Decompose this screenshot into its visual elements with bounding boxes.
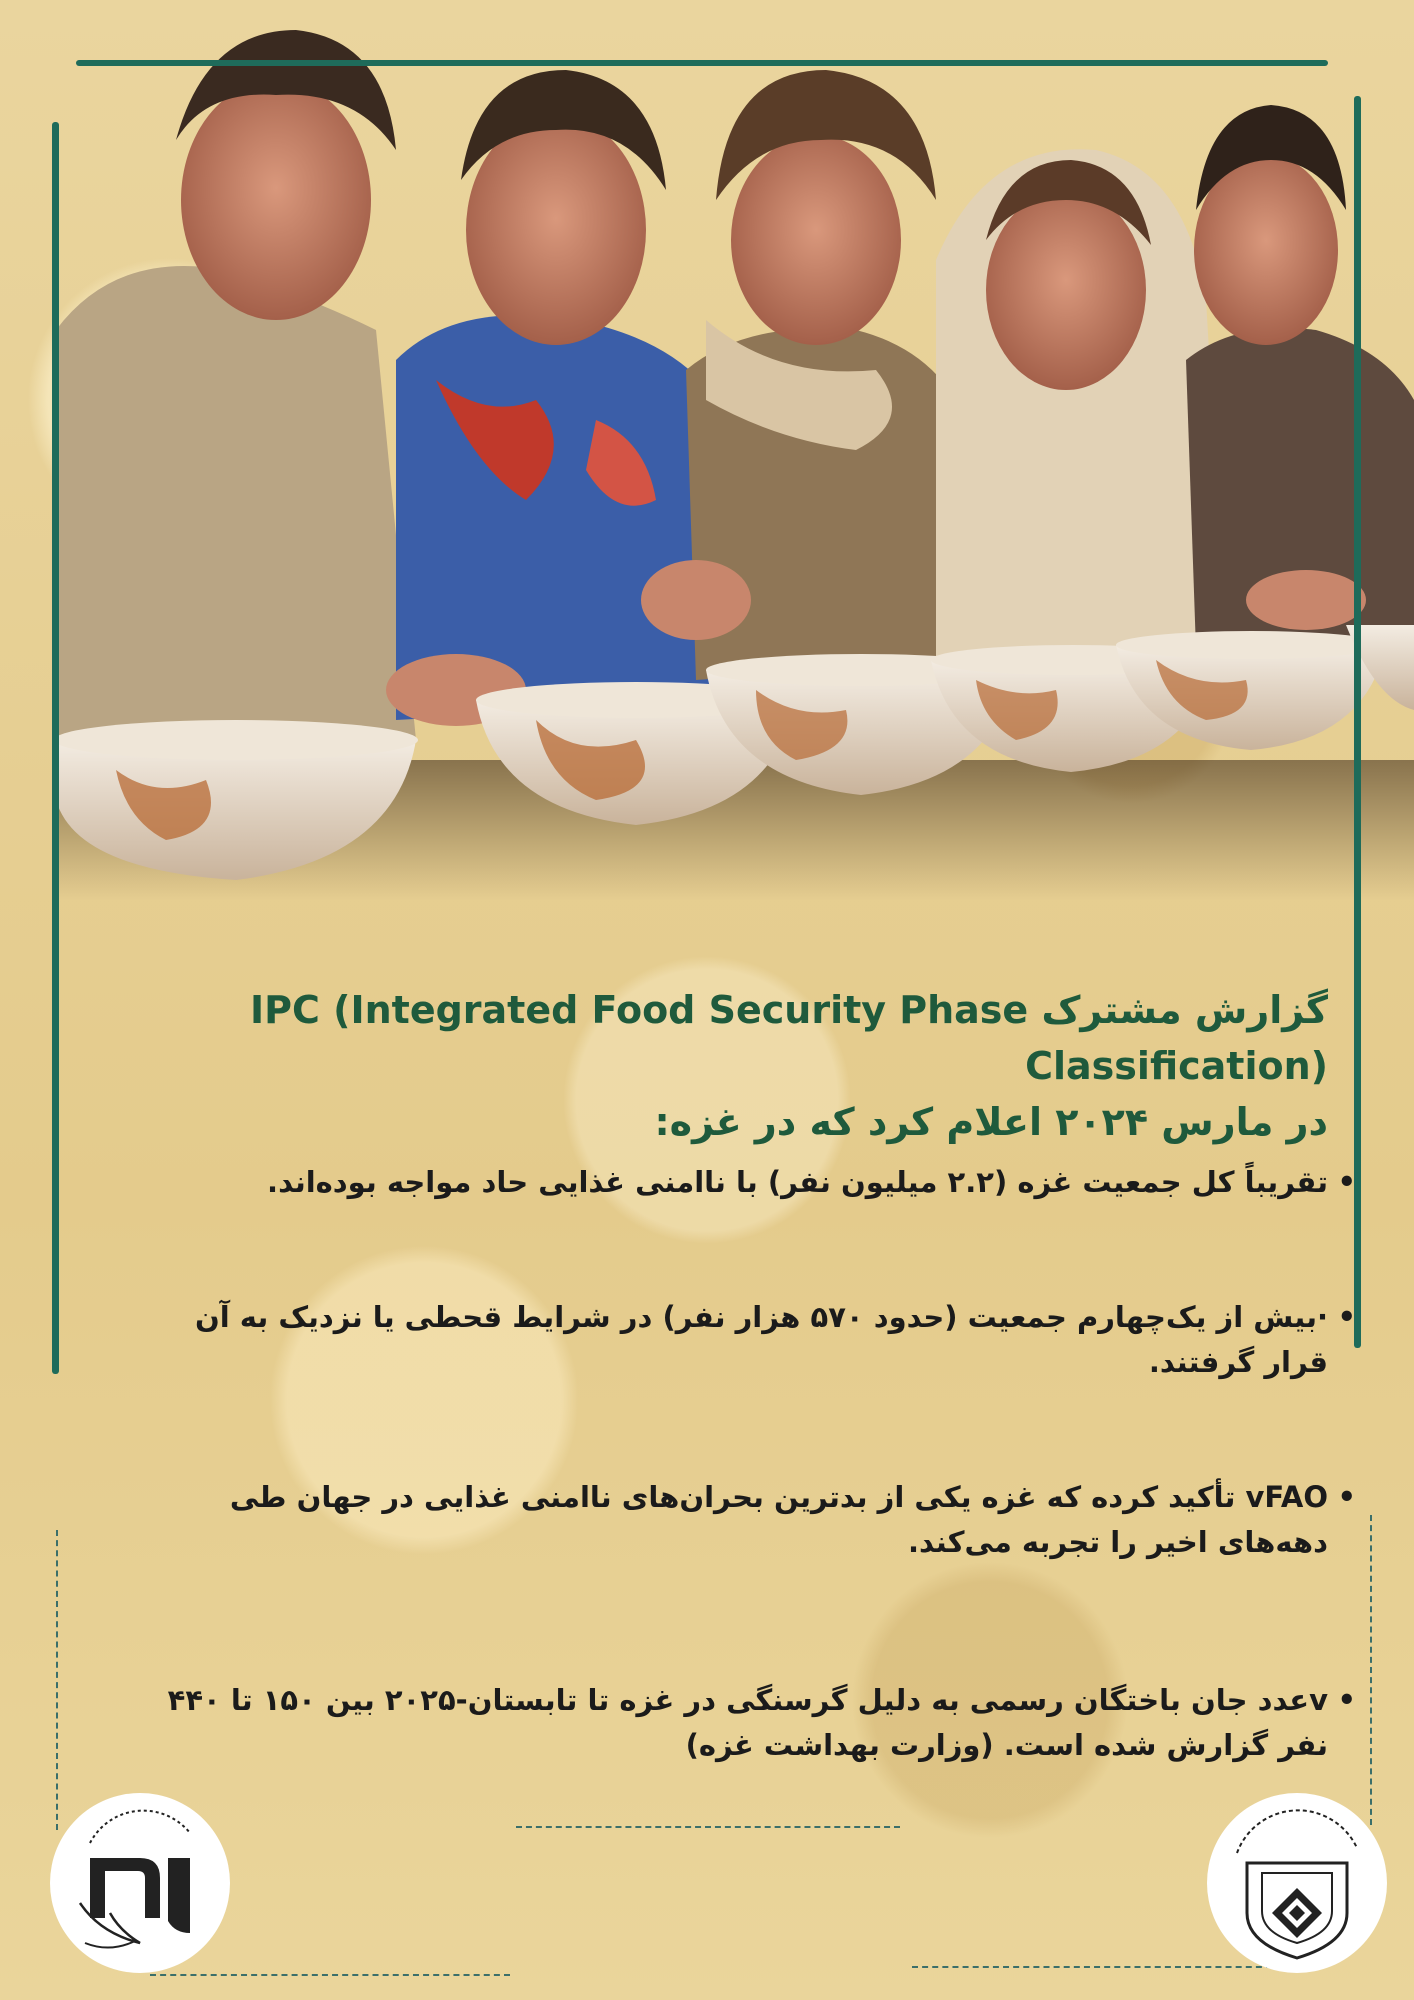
dashed-line-right bbox=[1370, 1515, 1372, 1825]
bullet-text: ·بیش از یک‌چهارم جمعیت (حدود ۵۷۰ هزار نفر) در شرایط قحطی یا نزدیک به آن قرار گرفتند. bbox=[194, 1300, 1328, 1379]
bullet-text: تقریباً کل جمعیت غزه (۲.۲ میلیون نفر) با ناامنی غذایی حاد مواجه بوده‌اند. bbox=[267, 1165, 1328, 1199]
dashed-line-left bbox=[56, 1530, 58, 1830]
bullet-item bbox=[148, 1678, 1356, 1768]
bullet-text: v‌عدد جان باختگان رسمی به دلیل گرسنگی در غزه تا تابستان-۲۰۲۵ بین ۱۵۰ تا ۴۴۰ نفر گزارش شده است. (وزارت بهداشت غزه) bbox=[167, 1683, 1328, 1762]
frame-left-line bbox=[52, 122, 59, 1374]
university-of-medical-sciences-logo bbox=[1207, 1793, 1387, 1973]
children-photo bbox=[56, 0, 1414, 900]
bullet-dot-icon: • bbox=[1337, 1165, 1356, 1199]
dashed-line-middle bbox=[516, 1826, 900, 1828]
headline-line-1 bbox=[88, 982, 1328, 1094]
dashed-line-bottom-left bbox=[150, 1974, 510, 1976]
bullet-dot-icon: • bbox=[1337, 1480, 1356, 1514]
headline-fa: گزارش مشترک bbox=[1041, 988, 1328, 1032]
headline-line-2: در مارس ۲۰۲۴ اعلام کرد که در غزه: bbox=[654, 1100, 1328, 1144]
student-research-committee-logo bbox=[50, 1793, 230, 1973]
headline-ipc: IPC (Integrated Food Security Phase Classification) bbox=[250, 988, 1328, 1088]
bullet-item bbox=[148, 1475, 1356, 1565]
headline bbox=[88, 982, 1328, 1150]
bullet-item bbox=[148, 1160, 1356, 1205]
bullet-text: vFAO تأکید کرده که غزه یکی از بدترین بحران‌های ناامنی غذایی در جهان طی دهه‌های اخیر را تجربه می‌کند. bbox=[229, 1480, 1328, 1559]
frame-top-line bbox=[76, 60, 1328, 66]
bullet-dot-icon: • bbox=[1337, 1683, 1356, 1717]
bullet-dot-icon: • bbox=[1337, 1300, 1356, 1334]
bullet-item bbox=[148, 1295, 1356, 1385]
